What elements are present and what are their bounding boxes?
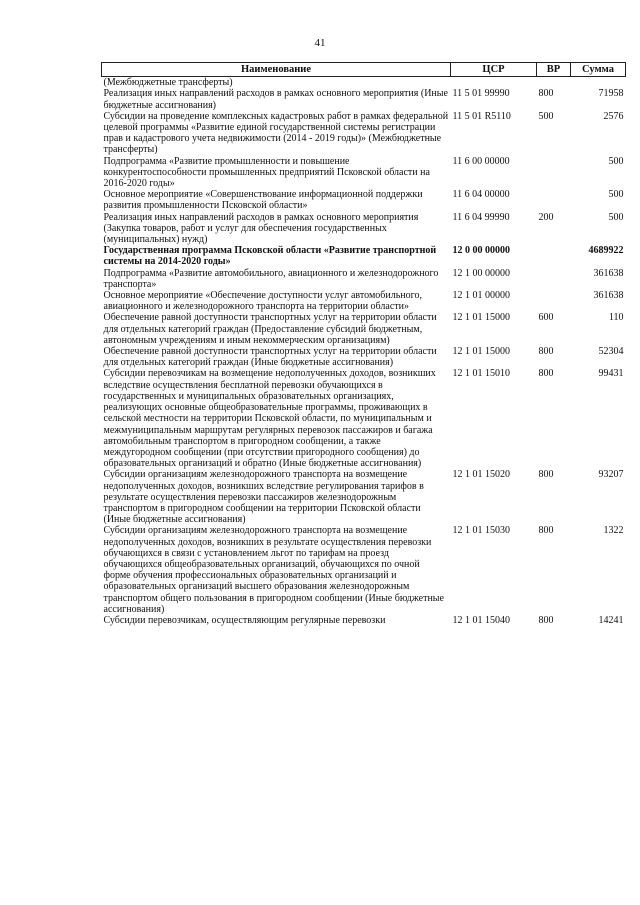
row-sum: [571, 77, 626, 89]
row-sum: 110: [608, 312, 624, 324]
row-vr: [537, 290, 571, 312]
row-name: Субсидии на проведение комплексных кадастровых работ в рамках федеральной целевой программы «Развитие единой государственной системы регистрации прав и кадастрового учета недвижимости (2014 - 2019 годы)» (Межбюджетные трансферты): [103, 110, 449, 156]
row-sum: 500: [608, 189, 624, 201]
row-sum: 500: [608, 211, 624, 223]
row-vr: 800: [538, 368, 554, 380]
row-sum: 52304: [598, 346, 624, 358]
row-vr: 800: [538, 469, 554, 481]
row-name: Подпрограмма «Развитие автомобильного, авиационного и железнодорожного транспорта»: [103, 267, 439, 290]
row-sum: 1322: [603, 525, 624, 537]
row-name: Основное мероприятие «Совершенствование информационной поддержки развития промышленности Псковской области»: [103, 189, 423, 212]
row-csr: 11 6 04 00000: [452, 189, 510, 201]
row-name: Реализация иных направлений расходов в рамках основного мероприятия (Закупка товаров, работ и услуг для обеспечения государственных (муниципальных) нужд): [103, 211, 419, 246]
row-vr: [537, 245, 571, 267]
row-name: Обеспечение равной доступности транспортных услуг на территории области для отдельных категорий граждан (Иные бюджетные ассигнования): [103, 346, 437, 369]
table-row-program: [102, 245, 626, 267]
header-name: Наименование: [102, 63, 451, 77]
row-sum: 71958: [598, 88, 624, 100]
row-name: Государственная программа Псковской области «Развитие транспортной системы на 2014-2020 годы»: [103, 245, 437, 268]
row-vr: [537, 156, 571, 190]
row-csr: 11 6 04 99990: [452, 211, 510, 223]
row-sum: 361638: [593, 290, 624, 302]
row-sum: 14241: [598, 614, 624, 626]
row-name: Подпрограмма «Развитие промышленности и повышение конкурентоспособности промышленных предприятий Псковской области на 2016-2020 годы»: [103, 155, 430, 190]
row-vr: 500: [538, 110, 554, 122]
row-name: Субсидии перевозчикам на возмещение недополученных доходов, возникших вследствие осуществления бесплатной перевозки обучающихся в государственных и муниципальных образовательных организациях, реализующих основные общеобразовательные программы, проживающих в сельской местности на территории Псковской области, по муниципальным и межмуниципальным маршрутам регулярных перевозок пассажиров и багажа автомобильным транспортом в пригородном сообщении, а также междугородном сообщении (при отсутствии пригородного сообщения) до образовательных организаций и обратно (Иные бюджетные ассигнования): [103, 368, 436, 470]
budget-table: [101, 62, 626, 626]
row-vr: 600: [538, 312, 554, 324]
row-name: Субсидии перевозчикам, осуществляющим регулярные перевозки: [103, 614, 386, 626]
table-row: [102, 346, 626, 368]
row-name: Реализация иных направлений расходов в рамках основного мероприятия (Иные бюджетные ассигнования): [103, 88, 448, 111]
table-row: [102, 189, 626, 211]
table-row: [102, 525, 626, 615]
table-row: [102, 111, 626, 156]
row-csr: [451, 77, 537, 89]
row-csr: 12 1 01 15010: [452, 368, 510, 380]
row-vr: [537, 77, 571, 89]
row-name: (Межбюджетные трансферты): [103, 77, 233, 89]
row-csr: 12 1 01 00000: [452, 290, 510, 302]
row-sum: 4689922: [588, 245, 624, 257]
page-number: 41: [314, 37, 326, 49]
row-name: Основное мероприятие «Обеспечение доступности услуг автомобильного, авиационного и железнодорожного транспорта на территории области»: [103, 290, 422, 313]
table-row: [102, 156, 626, 190]
row-csr: 12 1 01 15030: [452, 525, 510, 537]
row-name: Обеспечение равной доступности транспортных услуг на территории области для отдельных категорий граждан (Предоставление субсидий бюджетным, автономным учреждениям и иным некоммерческим организациям): [103, 312, 437, 346]
header-vr: ВР: [537, 63, 571, 77]
row-vr: 800: [538, 525, 554, 537]
row-sum: 500: [608, 155, 624, 167]
row-csr: 12 0 00 00000: [452, 245, 510, 257]
row-vr: 200: [538, 211, 554, 223]
row-name: Субсидии организациям железнодорожного транспорта на возмещение недополученных доходов, возникших в результате осуществления перевозки обучающихся в связи с установлением льгот по тарифам на проезд обучающихся общеобразовательных организаций, обучающихся по очной форме обучения профессиональных образовательных организаций и образовательных организаций высшего образования железнодорожным транспортом общего пользования в пригородном сообщении (Иные бюджетные ассигнования): [103, 525, 444, 615]
header-csr: ЦСР: [451, 63, 537, 77]
row-csr: 12 1 00 00000: [452, 267, 510, 279]
row-vr: [537, 189, 571, 211]
table-row: [102, 615, 626, 626]
row-csr: 11 5 01 R5110: [452, 110, 511, 122]
header-sum: Сумма: [571, 63, 626, 77]
row-vr: 800: [538, 88, 554, 100]
row-sum: 361638: [593, 267, 624, 279]
row-csr: 12 1 01 15020: [452, 469, 510, 481]
table-row: [102, 268, 626, 290]
row-vr: 800: [538, 614, 554, 626]
row-vr: [537, 268, 571, 290]
table-row: [102, 88, 626, 110]
row-csr: 11 5 01 99990: [452, 88, 510, 100]
row-sum: 2576: [603, 110, 624, 122]
table-row: [102, 290, 626, 312]
row-vr: 800: [538, 346, 554, 358]
row-name: Субсидии организациям железнодорожного транспорта на возмещение недополученных доходов, возникших вследствие регулирования тарифов в результате осуществления перевозки пассажиров железнодорожным транспортом в пригородном сообщении на территории Псковской области (Иные бюджетные ассигнования): [103, 469, 424, 526]
row-sum: 93207: [598, 469, 624, 481]
table-row: [102, 77, 626, 89]
table-row: [102, 212, 626, 246]
table-row: [102, 312, 626, 346]
row-csr: 12 1 01 15040: [452, 614, 510, 626]
table-header-row: [102, 63, 626, 77]
table-row: [102, 469, 626, 525]
row-csr: 12 1 01 15000: [452, 312, 510, 324]
row-sum: 99431: [598, 368, 624, 380]
table-row: [102, 368, 626, 469]
row-csr: 11 6 00 00000: [452, 155, 510, 167]
row-csr: 12 1 01 15000: [452, 346, 510, 358]
